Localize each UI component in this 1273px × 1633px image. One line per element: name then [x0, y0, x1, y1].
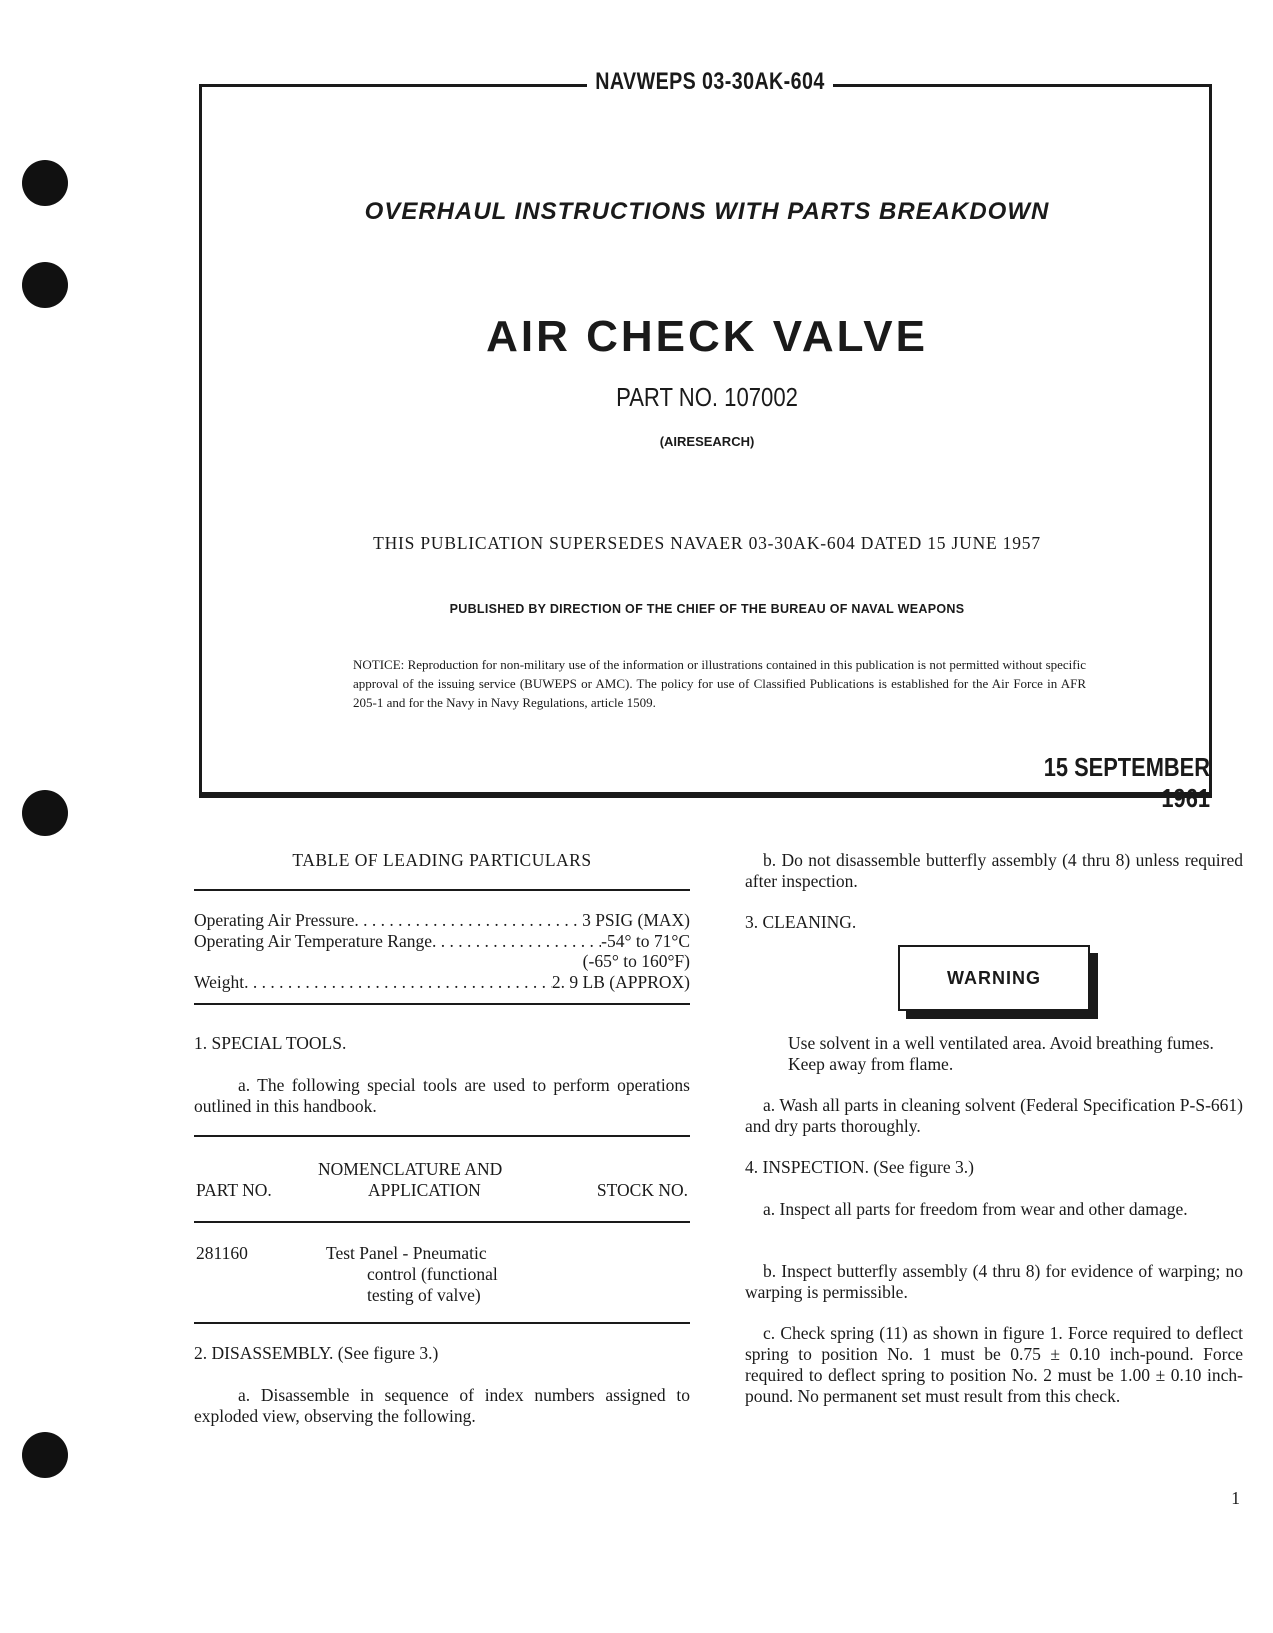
particular-value-continued: (-65° to 160°F) [582, 951, 690, 971]
table-rule [194, 1135, 690, 1137]
tools-header-part-no: PART NO. [196, 1180, 272, 1200]
binder-hole [22, 262, 68, 308]
leading-particulars-title: TABLE OF LEADING PARTICULARS [292, 850, 592, 870]
publication-date: 15 SEPTEMBER 1961 [1043, 752, 1210, 813]
particular-value: 3 PSIG (MAX) [582, 910, 690, 930]
tool-description-line: Test Panel - Pneumatic [326, 1243, 487, 1263]
tools-header-nomenclature: NOMENCLATURE AND [318, 1159, 503, 1179]
supersedes-statement: THIS PUBLICATION SUPERSEDES NAVAER 03-30AK-604 DATED 15 JUNE 1957 [373, 533, 1041, 553]
particular-label: Operating Air Pressure [194, 910, 355, 930]
table-rule [194, 889, 690, 891]
manufacturer: (AIRESEARCH) [659, 434, 755, 449]
particular-value: -54° to 71°C [601, 931, 690, 951]
document-number: NAVWEPS 03-30AK-604 [587, 68, 833, 96]
particular-value: 2. 9 LB (APPROX) [551, 972, 690, 992]
particular-label: Operating Air Temperature Range [194, 931, 433, 951]
particular-row [194, 972, 690, 993]
tool-description-line: control (functional [367, 1264, 498, 1284]
paragraph: a. Disassemble in sequence of index numbers assigned to exploded view, observing the following. [194, 1385, 690, 1426]
cover-subtitle: OVERHAUL INSTRUCTIONS WITH PARTS BREAKDOWN [364, 198, 1050, 225]
table-rule [194, 1003, 690, 1005]
binder-hole [22, 790, 68, 836]
part-number: PART NO. 107002 [616, 382, 798, 412]
notice-paragraph: NOTICE: Reproduction for non-military use of the information or illustrations contained in this publication is not permitted without specific approval of the issuing service (BUWEPS or AMC). The policy for use of Classified Publications is established for the Air Force in AFR 205-1 and for the Navy in Navy Regulations, article 1509. [353, 657, 1086, 710]
section-heading: 1. SPECIAL TOOLS. [194, 1033, 347, 1053]
section-heading: 3. CLEANING. [745, 912, 857, 932]
section-heading: 4. INSPECTION. (See figure 3.) [745, 1157, 974, 1177]
tool-part-no: 281160 [196, 1243, 248, 1263]
particular-label: Weight [194, 972, 245, 992]
paragraph: a. The following special tools are used to perform operations outlined in this handbook. [194, 1075, 690, 1116]
tools-header-application: APPLICATION [368, 1180, 481, 1200]
binder-hole [22, 160, 68, 206]
paragraph: c. Check spring (11) as shown in figure 1. Force required to deflect spring to position No. 1 must be 0.75 ± 0.10 inch-pound. Force required to deflect spring to position No. 2 must be 1.00 ± 0.10 inch-pound. No permanent set must result from this check. [745, 1323, 1243, 1406]
paragraph: a. Wash all parts in cleaning solvent (Federal Specification P-S-661) and dry parts thoroughly. [745, 1095, 1243, 1136]
particular-row [194, 931, 690, 952]
warning-box: WARNING [898, 945, 1090, 1011]
warning-text: Use solvent in a well ventilated area. Avoid breathing fumes. Keep away from flame. [788, 1033, 1214, 1074]
paragraph: b. Do not disassemble butterfly assembly (4 thru 8) unless required after inspection. [745, 850, 1243, 891]
tool-description-line: testing of valve) [367, 1285, 481, 1305]
published-by: PUBLISHED BY DIRECTION OF THE CHIEF OF THE BUREAU OF NAVAL WEAPONS [449, 602, 965, 616]
page-number: 1 [1231, 1488, 1240, 1508]
paragraph: a. Inspect all parts for freedom from wear and other damage. [763, 1199, 1188, 1219]
section-heading: 2. DISASSEMBLY. (See figure 3.) [194, 1343, 439, 1363]
binder-hole [22, 1432, 68, 1478]
particular-row [194, 910, 690, 931]
cover-title: AIR CHECK VALVE [486, 312, 928, 361]
table-rule [194, 1322, 690, 1324]
paragraph: b. Inspect butterfly assembly (4 thru 8) for evidence of warping; no warping is permissible. [745, 1261, 1243, 1302]
tools-header-stock-no: STOCK NO. [596, 1180, 688, 1200]
table-rule [194, 1221, 690, 1223]
